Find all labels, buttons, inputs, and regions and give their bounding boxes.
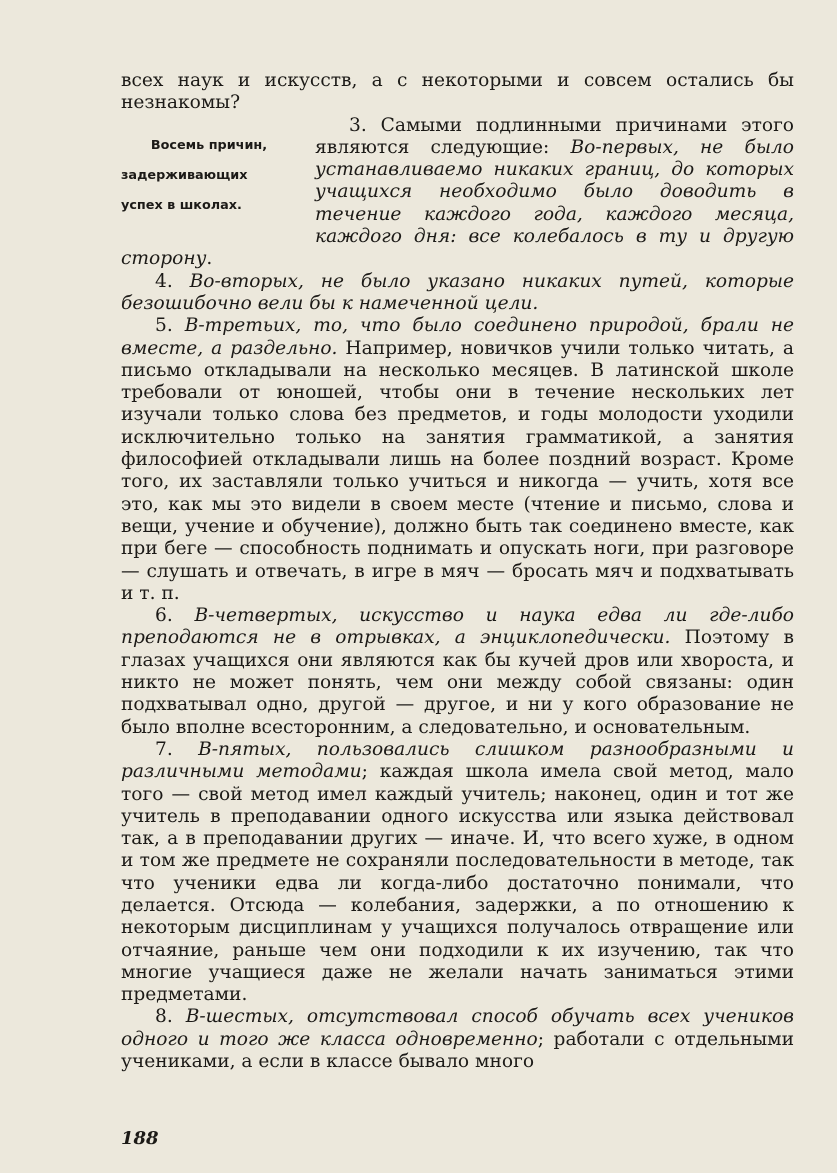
paragraph-5 — [121, 315, 794, 605]
paragraph-7-text: ; каждая школа имела свой метод, мало того — свой метод имел каждый учитель; наконец, один и тот же учитель в преподавании одного искусства или языка действовал так, а в преподавании других — иначе. И, что всего хуже, в одном и том же предмете не сохраняли последовательности в методе, так что ученики едва ли когда-либо достаточно понимали, что делается. Отсюда — колебания, задержки, а по отношению к некоторым дисциплинам у учащихся получалось отвращение или отчаяние, раньше чем они подходили к их изучению, так что многие учащиеся даже не желали начать заниматься этими предметами. — [121, 761, 794, 1006]
paragraph-8 — [121, 1006, 794, 1073]
paragraph-5-text: Например, новичков учили только читать, а письмо откладывали на несколько месяцев. В латинской школе требовали от юношей, чтобы они в течение нескольких лет изучали только слова без предметов, и годы молодости уходили исключительно только на занятия грамматикой, а занятия философией откладывали лишь на более поздний возраст. Кроме того, их заставляли только учиться и никогда — учить, хотя все это, как мы это видели в своем месте (чтение и письмо, слова и вещи, учение и обучение), должно быть так соединено вместе, как при беге — способность поднимать и опускать ноги, при разговоре — слушать и отвечать, в игре в мяч — бросать мяч и подхватывать и т. п. — [121, 337, 794, 604]
paragraph-4 — [121, 271, 794, 316]
paragraph-6-italic: В-четвертых, искусство и наука едва ли где-либо преподаются не в отрывках, а энциклопедически. — [121, 605, 794, 649]
margin-note-line: Восемь причин, — [150, 137, 268, 153]
margin-note — [121, 123, 297, 228]
page-number: 188 — [121, 1128, 159, 1149]
paragraph-3-tail: . — [206, 248, 213, 270]
paragraph-8-number: 8. — [155, 1006, 186, 1028]
margin-note-line: задерживающих — [121, 167, 248, 183]
paragraph-3-lead: 3. Самыми подлинными причинами этого являются следующие: — [315, 114, 794, 158]
paragraph-5-number: 5. — [155, 315, 185, 337]
paragraph-6-number: 6. — [155, 605, 195, 627]
paragraph-3-italic: Во-первых, не было устанавливаемо никаких границ, до которых учащихся необходимо было доводить в течение каждого года, каждого месяца, каждого дня: все колебалось в ту и другую сторону — [121, 136, 794, 270]
paragraph-5-italic: В-третьих, то, что было соединено природой, брали не вместе, а раздельно. — [121, 315, 795, 359]
paragraph-7 — [121, 739, 794, 1007]
paragraph-7-number: 7. — [155, 738, 199, 760]
paragraph-7-italic: В-пятых, пользовались слишком разнообразными и различными методами — [121, 738, 795, 783]
paragraph-6 — [121, 605, 794, 739]
paragraph-6-text: Поэтому в глазах учащихся они являются как бы кучей дров или хвороста, и никто не может понять, чем они между собой связаны: один подхватывал одно, другой — другое, и ни у кого образование не было вполне всесторонним, а следовательно, и основательным. — [121, 627, 794, 738]
body-text — [121, 70, 794, 1073]
paragraph-intro: всех наук и искусств, а с некоторыми и совсем остались бы незнакомы? — [121, 70, 794, 114]
paragraph-8-text: ; работали с отдельными учениками, а если в классе бывало много — [121, 1028, 794, 1073]
paragraph-4-italic: Во-вторых, не было указано никаких путей, которые безошибочно вели бы к намеченной цели. — [121, 270, 794, 314]
paragraph-4-number: 4. — [155, 270, 190, 292]
margin-note-line: успех в школах. — [121, 197, 242, 213]
paragraph-8-italic: В-шестых, отсутствовал способ обучать всех учеников одного и того же класса одновременно — [121, 1006, 794, 1050]
